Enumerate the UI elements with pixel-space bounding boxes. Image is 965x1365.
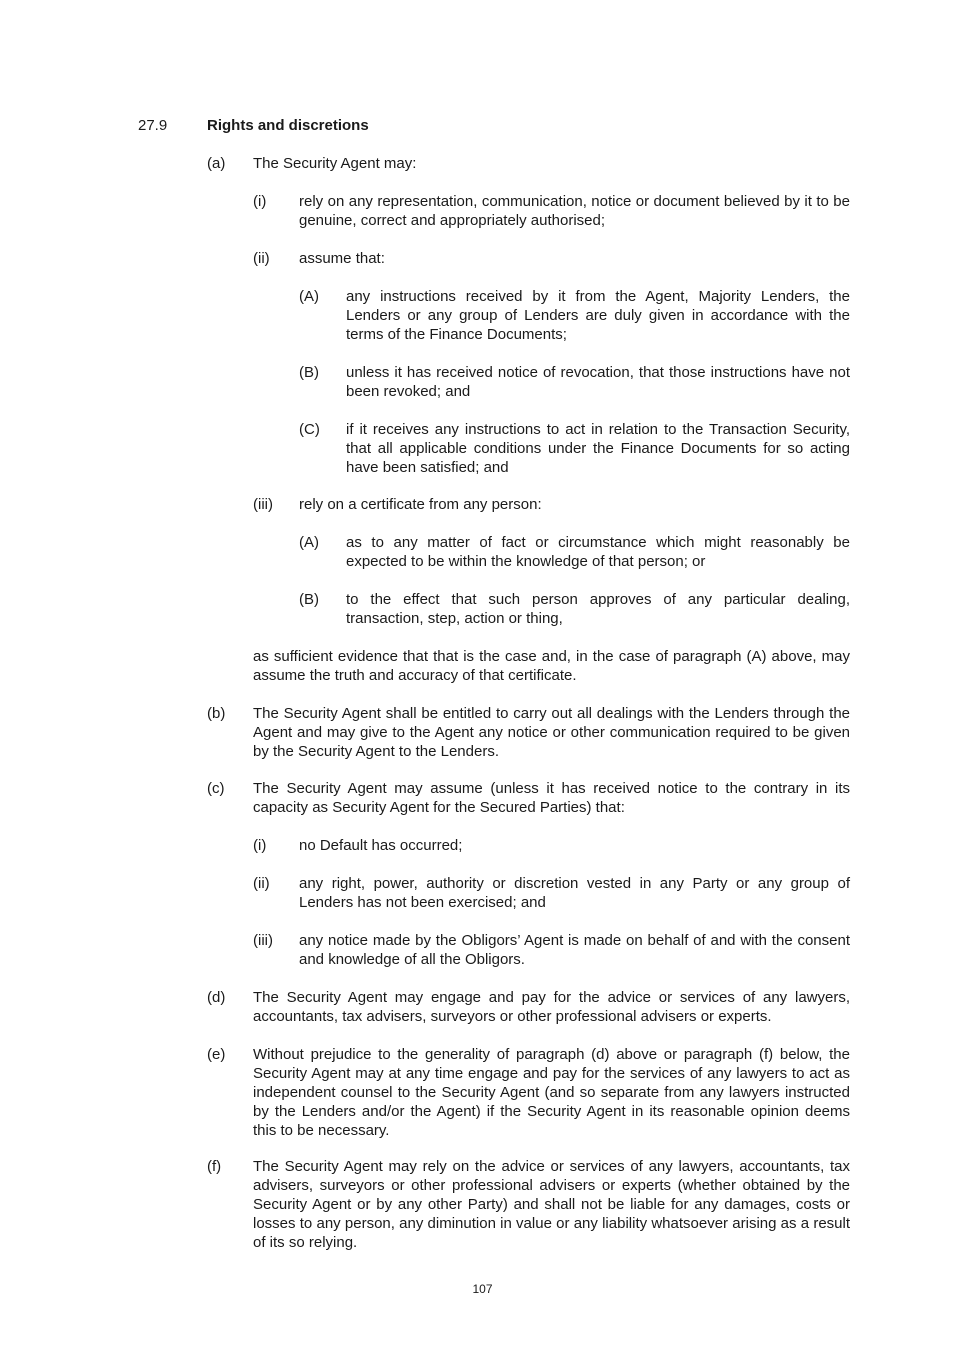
- clause-a-i-label: (i): [253, 193, 267, 210]
- clause-f-text: The Security Agent may rely on the advice or services of any lawyers, accountants, tax advisers, surveyors or other professional advisers or experts (whether obtained by the Security Agent or by any other Party) and shall not be liable for any damages, costs or losses to any person, any diminution in value or any liability whatsoever arising as a result of its so relying.: [253, 1158, 850, 1251]
- clause-a-ii-label: (ii): [253, 250, 270, 267]
- clause-c-ii-label: (ii): [253, 875, 270, 892]
- clause-a-ii-B-text: unless it has received notice of revocation, that those instructions have not been revoked; and: [346, 364, 850, 400]
- clause-b-label: (b): [207, 705, 226, 722]
- clause-a-label: (a): [207, 155, 226, 172]
- clause-d-text: The Security Agent may engage and pay for the advice or services of any lawyers, accountants, tax advisers, surveyors or other professional advisers or experts.: [253, 989, 850, 1025]
- clause-a-iii-label: (iii): [253, 496, 273, 513]
- clause-c-label: (c): [207, 780, 225, 797]
- clause-c-ii-text: any right, power, authority or discretion vested in any Party or any group of Lenders has not been exercised; and: [299, 875, 850, 911]
- section-number: 27.9: [138, 117, 168, 134]
- clause-a-iii-B-text: to the effect that such person approves of any particular dealing, transaction, step, action or thing,: [346, 591, 850, 627]
- clause-c-text: The Security Agent may assume (unless it has received notice to the contrary in its capacity as Security Agent for the Secured Parties) that:: [253, 780, 850, 816]
- clause-a-i-text: rely on any representation, communication, notice or document believed by it to be genuine, correct and appropriately authorised;: [299, 193, 850, 229]
- clause-c-iii-text: any notice made by the Obligors’ Agent is made on behalf of and with the consent and knowledge of all the Obligors.: [299, 932, 850, 968]
- clause-a-text: The Security Agent may:: [253, 155, 417, 172]
- clause-c-i-text: no Default has occurred;: [299, 837, 463, 854]
- clause-a-ii-text: assume that:: [299, 250, 385, 267]
- page-number: 107: [472, 1282, 493, 1296]
- clause-a-closing-text: as sufficient evidence that that is the case and, in the case of paragraph (A) above, may assume the truth and accuracy of that certificate.: [253, 648, 850, 684]
- clause-a-iii-A-label: (A): [299, 534, 319, 551]
- clause-f-label: (f): [207, 1158, 222, 1175]
- clause-a-iii-A-text: as to any matter of fact or circumstance which might reasonably be expected to be within the knowledge of that person; or: [346, 534, 850, 570]
- clause-e-label: (e): [207, 1046, 226, 1063]
- clause-a-iii-text: rely on a certificate from any person:: [299, 496, 542, 513]
- clause-c-iii-label: (iii): [253, 932, 273, 949]
- clause-e-text: Without prejudice to the generality of paragraph (d) above or paragraph (f) below, the Security Agent may at any time engage and pay for the services of any lawyers to act as independent counsel to the Security Agent (and so separate from any lawyers instructed by the Lenders and/or the Agent) if the Security Agent in its reasonable opinion deems this to be necessary.: [253, 1046, 850, 1139]
- clause-c-i-label: (i): [253, 837, 267, 854]
- clause-a-ii-C-text: if it receives any instructions to act in relation to the Transaction Security, that all applicable conditions under the Finance Documents for so acting have been satisfied; and: [346, 421, 850, 476]
- clause-a-ii-A-label: (A): [299, 288, 319, 305]
- clause-a-ii-A-text: any instructions received by it from the Agent, Majority Lenders, the Lenders or any group of Lenders are duly given in accordance with the terms of the Finance Documents;: [346, 288, 850, 343]
- clause-b-text: The Security Agent shall be entitled to carry out all dealings with the Lenders through the Agent and may give to the Agent any notice or other communication required to be given by the Security Agent to the Lenders.: [253, 705, 850, 760]
- clause-d-label: (d): [207, 989, 226, 1006]
- clause-a-ii-C-label: (C): [299, 421, 320, 438]
- clause-a-ii-B-label: (B): [299, 364, 319, 381]
- clause-a-iii-B-label: (B): [299, 591, 319, 608]
- section-title: Rights and discretions: [207, 117, 369, 134]
